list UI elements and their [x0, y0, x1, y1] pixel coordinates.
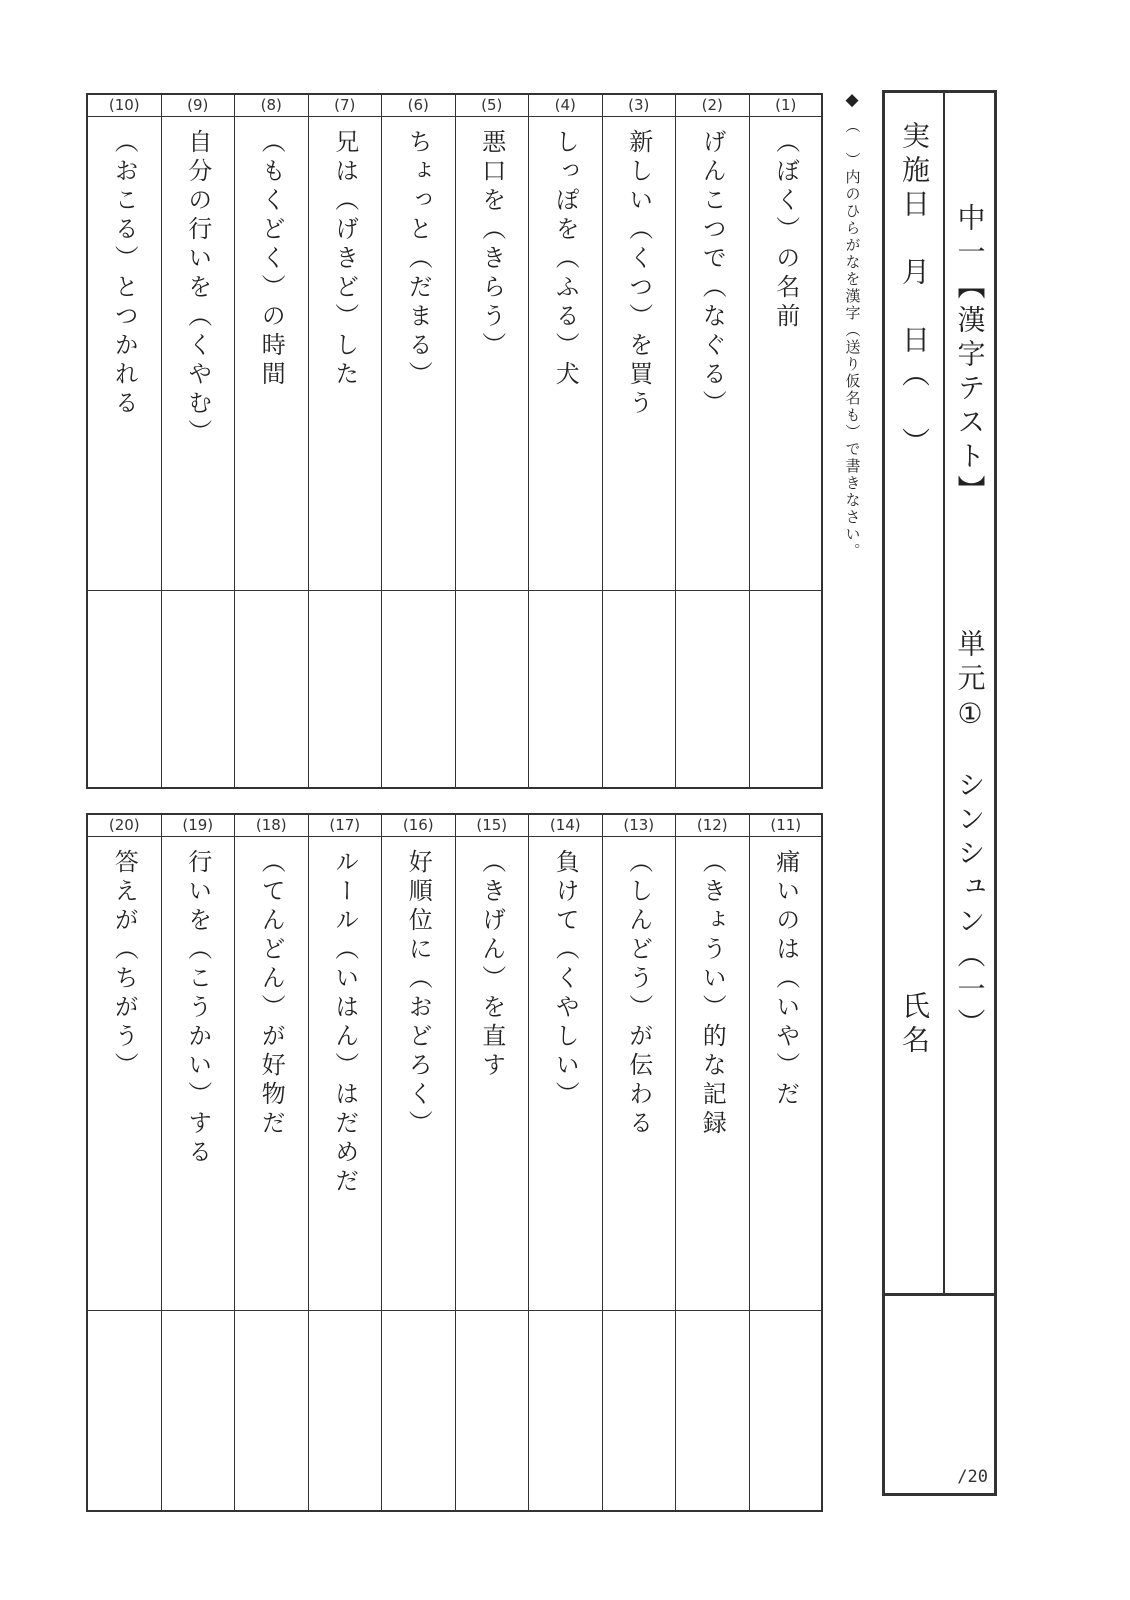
question-column-8	[235, 95, 309, 787]
question-grid-bottom	[86, 813, 823, 1512]
question-cell	[88, 837, 161, 1311]
question-number: (19)	[162, 815, 235, 837]
question-cell	[529, 117, 602, 591]
diamond-icon: ◆	[845, 90, 859, 110]
question-text: げんこつで（なぐる）	[698, 129, 727, 419]
score-box: /20	[957, 1467, 988, 1487]
header-divider	[885, 1293, 994, 1296]
question-column-18	[235, 815, 309, 1510]
question-text: しっぽを（ふる）犬	[551, 129, 580, 390]
question-number: (15)	[456, 815, 529, 837]
question-column-16	[382, 815, 456, 1510]
question-grid-top	[86, 93, 823, 789]
question-cell	[676, 117, 749, 591]
question-cell	[382, 837, 455, 1311]
question-column-6	[382, 95, 456, 787]
question-text: （もくどく）の時間	[257, 129, 286, 390]
question-number: (9)	[162, 95, 235, 117]
question-text: 兄は（げきど）した	[330, 129, 359, 390]
question-column-1	[750, 95, 824, 787]
question-cell	[456, 837, 529, 1311]
question-column-20	[88, 815, 162, 1510]
question-text: （おこる）とつかれる	[110, 129, 139, 419]
date-field[interactable]: 実施日 月 日（ ）	[898, 121, 931, 461]
instruction-text: （ ）内のひらがなを漢字（送り仮名も）で書きなさい。	[843, 118, 862, 560]
question-text: 答えが（ちがう）	[110, 849, 139, 1081]
question-number: (20)	[88, 815, 161, 837]
question-text: 痛いのは（いや）だ	[771, 849, 800, 1110]
question-number: (16)	[382, 815, 455, 837]
question-text: 行いを（こうかい）する	[183, 849, 212, 1168]
question-number: (7)	[309, 95, 382, 117]
question-number: (5)	[456, 95, 529, 117]
page-title: 中一【漢字テスト】	[953, 203, 987, 509]
info-column	[887, 121, 941, 1291]
question-column-10	[88, 95, 162, 787]
question-text: 悪口を（きらう）	[477, 129, 506, 361]
question-column-13	[603, 815, 677, 1510]
question-number: (8)	[235, 95, 308, 117]
question-number: (3)	[603, 95, 676, 117]
question-number: (17)	[309, 815, 382, 837]
question-number: (2)	[676, 95, 749, 117]
question-column-3	[603, 95, 677, 787]
question-text: 新しい（くつ）を買う	[624, 129, 653, 419]
question-text: 好順位に（おどろく）	[404, 849, 433, 1139]
question-text: 自分の行いを（くやむ）	[183, 129, 212, 448]
question-column-12	[676, 815, 750, 1510]
question-column-5	[456, 95, 530, 787]
question-number: (6)	[382, 95, 455, 117]
question-text: ルール（いはん）はだめだ	[330, 849, 359, 1197]
question-number: (13)	[603, 815, 676, 837]
question-text: （しんどう）が伝わる	[624, 849, 653, 1139]
question-cell	[309, 837, 382, 1311]
question-cell	[309, 117, 382, 591]
question-number: (18)	[235, 815, 308, 837]
question-text: （ぼく）の名前	[771, 129, 800, 332]
question-cell	[235, 837, 308, 1311]
question-cell	[603, 117, 676, 591]
question-column-2	[676, 95, 750, 787]
question-text: （きげん）を直す	[477, 849, 506, 1081]
instruction	[838, 90, 866, 690]
question-cell	[750, 837, 823, 1311]
question-column-9	[162, 95, 236, 787]
question-cell	[162, 837, 235, 1311]
question-cell	[382, 117, 455, 591]
question-cell	[676, 837, 749, 1311]
question-cell	[529, 837, 602, 1311]
question-number: (11)	[750, 815, 823, 837]
question-number: (10)	[88, 95, 161, 117]
question-cell	[235, 117, 308, 591]
unit-title: 単元① シンシュン（一）	[953, 629, 987, 1042]
question-number: (12)	[676, 815, 749, 837]
question-column-14	[529, 815, 603, 1510]
name-field[interactable]: 氏名	[898, 991, 931, 1059]
question-text: ちょっと（だまる）	[404, 129, 433, 390]
question-column-11	[750, 815, 824, 1510]
question-number: (4)	[529, 95, 602, 117]
question-column-7	[309, 95, 383, 787]
question-cell	[88, 117, 161, 591]
header-box	[882, 90, 997, 1496]
question-column-15	[456, 815, 530, 1510]
question-text: （きょうい）的な記録	[698, 849, 727, 1139]
question-cell	[456, 117, 529, 591]
question-cell	[603, 837, 676, 1311]
question-cell	[750, 117, 823, 591]
question-column-17	[309, 815, 383, 1510]
question-column-4	[529, 95, 603, 787]
question-text: 負けて（くやしい）	[551, 849, 580, 1110]
question-text: （てんどん）が好物だ	[257, 849, 286, 1139]
question-number: (14)	[529, 815, 602, 837]
title-column	[945, 103, 994, 1283]
question-number: (1)	[750, 95, 823, 117]
question-cell	[162, 117, 235, 591]
question-column-19	[162, 815, 236, 1510]
